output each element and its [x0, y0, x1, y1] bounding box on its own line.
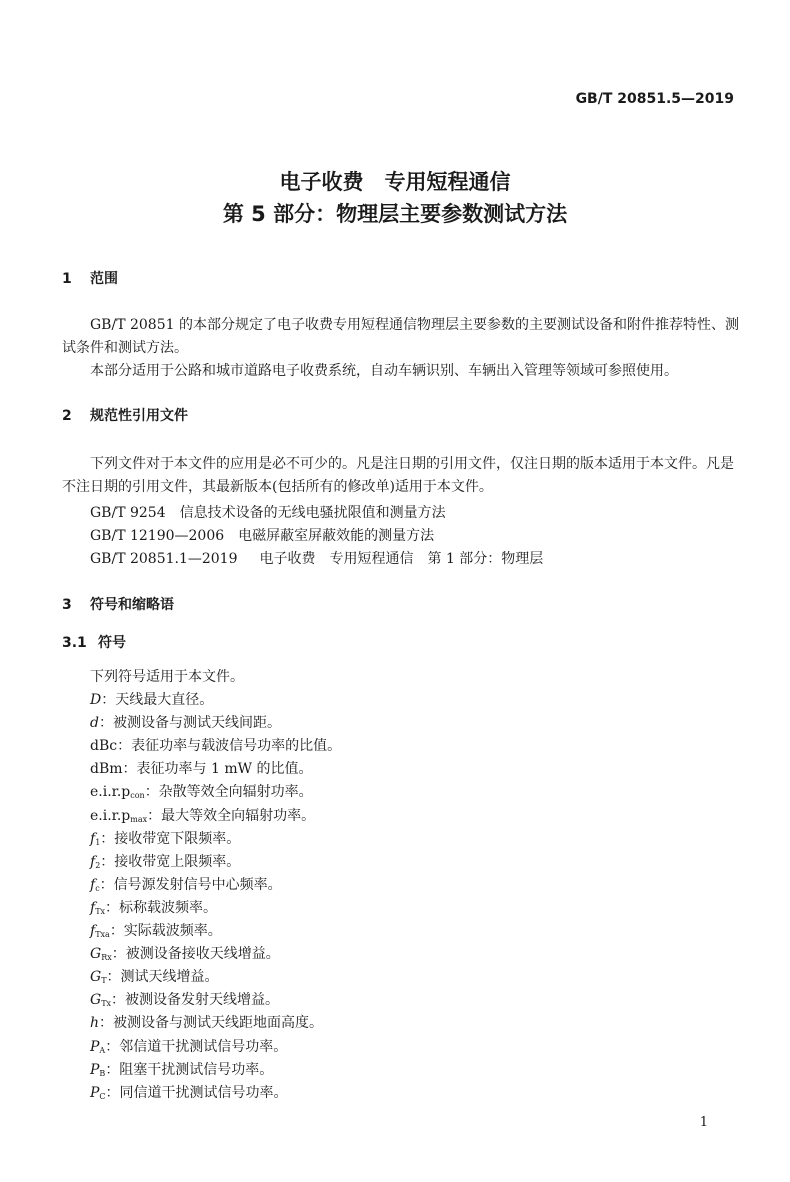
symbol-subscript: c	[95, 884, 100, 893]
symbol-description: ：表征功率与载波信号功率的比值。	[117, 738, 342, 754]
section-title: 范围	[90, 271, 118, 287]
section-3-1-heading	[62, 632, 126, 652]
symbol: f	[90, 854, 96, 870]
reference-title: 信息技术设备的无线电骚扰限值和测量方法	[179, 505, 446, 521]
symbols-intro: 下列符号适用于本文件。	[90, 669, 244, 685]
symbol: f	[90, 831, 96, 847]
symbol-subscript: Txa	[95, 930, 110, 939]
symbol-definition	[90, 851, 240, 871]
reference-item	[90, 502, 446, 522]
symbol-description: ：天线最大直径。	[101, 692, 214, 708]
document-title-line1: 电子收费 专用短程通信	[279, 170, 511, 194]
section-number: 2	[62, 408, 72, 424]
reference-item	[90, 525, 434, 545]
symbol: G	[90, 992, 102, 1008]
symbol-definition	[90, 1012, 323, 1032]
symbol-subscript: C	[99, 1092, 106, 1101]
paragraph-text: 下列文件对于本文件的应用是必不可少的。凡是注日期的引用文件，仅注日期的版本适用于本文件。凡是不注日期的引用文件，其最新版本(包括所有的修改单)适用于本文件。	[62, 456, 734, 495]
reference-code: GB/T 20851.1—2019	[90, 551, 238, 567]
reference-title: 电磁屏蔽室屏蔽效能的测量方法	[238, 528, 435, 544]
symbol-description: ：被测设备接收天线增益。	[111, 946, 280, 962]
symbol-definition	[90, 966, 219, 986]
symbol-definition	[90, 920, 222, 940]
section-2-heading	[62, 405, 188, 425]
symbol-definition	[90, 805, 315, 825]
symbol-definition	[90, 943, 280, 963]
section-title: 符号和缩略语	[90, 597, 174, 613]
symbol-description: ：最大等效全向辐射功率。	[147, 808, 316, 824]
symbol-subscript: Tx	[95, 907, 106, 916]
symbol-subscript: max	[130, 815, 148, 824]
symbol: G	[90, 969, 102, 985]
reference-code: GB/T 12190—2006	[90, 528, 225, 544]
symbol: d	[90, 715, 99, 731]
symbol-subscript: 2	[95, 861, 101, 870]
symbol-description: ：杂散等效全向辐射功率。	[144, 784, 313, 800]
standard-code: GB/T 20851.5—2019	[575, 91, 734, 107]
section-number: 3	[62, 597, 72, 613]
symbol-definition	[90, 689, 213, 709]
symbol-definition	[90, 828, 240, 848]
section-title: 符号	[98, 635, 126, 651]
section-title: 规范性引用文件	[90, 408, 188, 424]
symbol: D	[90, 692, 102, 708]
symbol-description: ：接收带宽上限频率。	[100, 854, 241, 870]
symbol: e.i.r.p	[90, 784, 131, 800]
scope-paragraph-2	[62, 360, 742, 383]
symbol-definition	[90, 758, 312, 778]
symbol: f	[90, 900, 96, 916]
paragraph-text: GB/T 20851 的本部分规定了电子收费专用短程通信物理层主要参数的主要测试设备和附件推荐特性、测试条件和测试方法。	[62, 317, 739, 356]
symbol-description: ：接收带宽下限频率。	[100, 831, 241, 847]
symbol-description: ：实际载波频率。	[109, 923, 222, 939]
page-number: 1	[699, 1115, 708, 1130]
symbol-subscript: A	[99, 1046, 106, 1055]
symbol-definition	[90, 1036, 287, 1056]
symbol: f	[90, 877, 96, 893]
scope-paragraph-1	[62, 314, 742, 360]
reference-item	[90, 548, 543, 568]
symbol: dBm	[90, 761, 123, 777]
symbol-subscript: T	[101, 976, 107, 985]
references-intro	[62, 453, 742, 499]
symbol: f	[90, 923, 96, 939]
symbol-definition	[90, 897, 217, 917]
symbol: P	[90, 1039, 100, 1055]
symbol: h	[90, 1015, 100, 1031]
section-number: 3.1	[62, 635, 87, 651]
symbol-definition	[90, 735, 341, 755]
symbol-subscript: 1	[95, 838, 101, 847]
section-3-heading	[62, 594, 174, 614]
symbol-subscript: Tx	[101, 999, 112, 1008]
symbol-definition	[90, 989, 279, 1009]
symbol-description: ：被测设备发射天线增益。	[111, 992, 280, 1008]
symbol-definition	[90, 1059, 273, 1079]
symbol-description: ：同信道干扰测试信号功率。	[105, 1085, 288, 1101]
symbol: P	[90, 1062, 100, 1078]
symbol-description: ：邻信道干扰测试信号功率。	[105, 1039, 288, 1055]
paragraph-text: 本部分适用于公路和城市道路电子收费系统，自动车辆识别、车辆出入管理等领域可参照使用。	[90, 363, 678, 379]
symbol-description: ：标称载波频率。	[105, 900, 218, 916]
symbol-definition	[90, 1082, 288, 1102]
symbol: P	[90, 1085, 100, 1101]
symbol-definition	[90, 781, 313, 801]
symbol-definition	[90, 712, 281, 732]
reference-code: GB/T 9254	[90, 505, 166, 521]
symbol-description: ：信号源发射信号中心频率。	[99, 877, 282, 893]
symbol-description: ：被测设备与测试天线间距。	[98, 715, 281, 731]
section-number: 1	[62, 271, 72, 287]
symbol-description: ：表征功率与 1 mW 的比值。	[122, 761, 313, 777]
symbol-description: ：测试天线增益。	[106, 969, 219, 985]
symbol: e.i.r.p	[90, 808, 131, 824]
section-1-heading	[62, 268, 118, 288]
symbol-definition	[90, 874, 282, 894]
document-title-line2: 第 5 部分：物理层主要参数测试方法	[222, 202, 568, 226]
symbol-description: ：阻塞干扰测试信号功率。	[105, 1062, 274, 1078]
symbol-subscript: B	[99, 1069, 106, 1078]
symbol: G	[90, 946, 102, 962]
symbol-subscript: con	[130, 791, 145, 800]
symbol: dBc	[90, 738, 118, 754]
symbol-description: ：被测设备与测试天线距地面高度。	[99, 1015, 324, 1031]
reference-title: 电子收费 专用短程通信 第 1 部分：物理层	[259, 551, 544, 567]
symbol-subscript: Rx	[101, 953, 112, 962]
